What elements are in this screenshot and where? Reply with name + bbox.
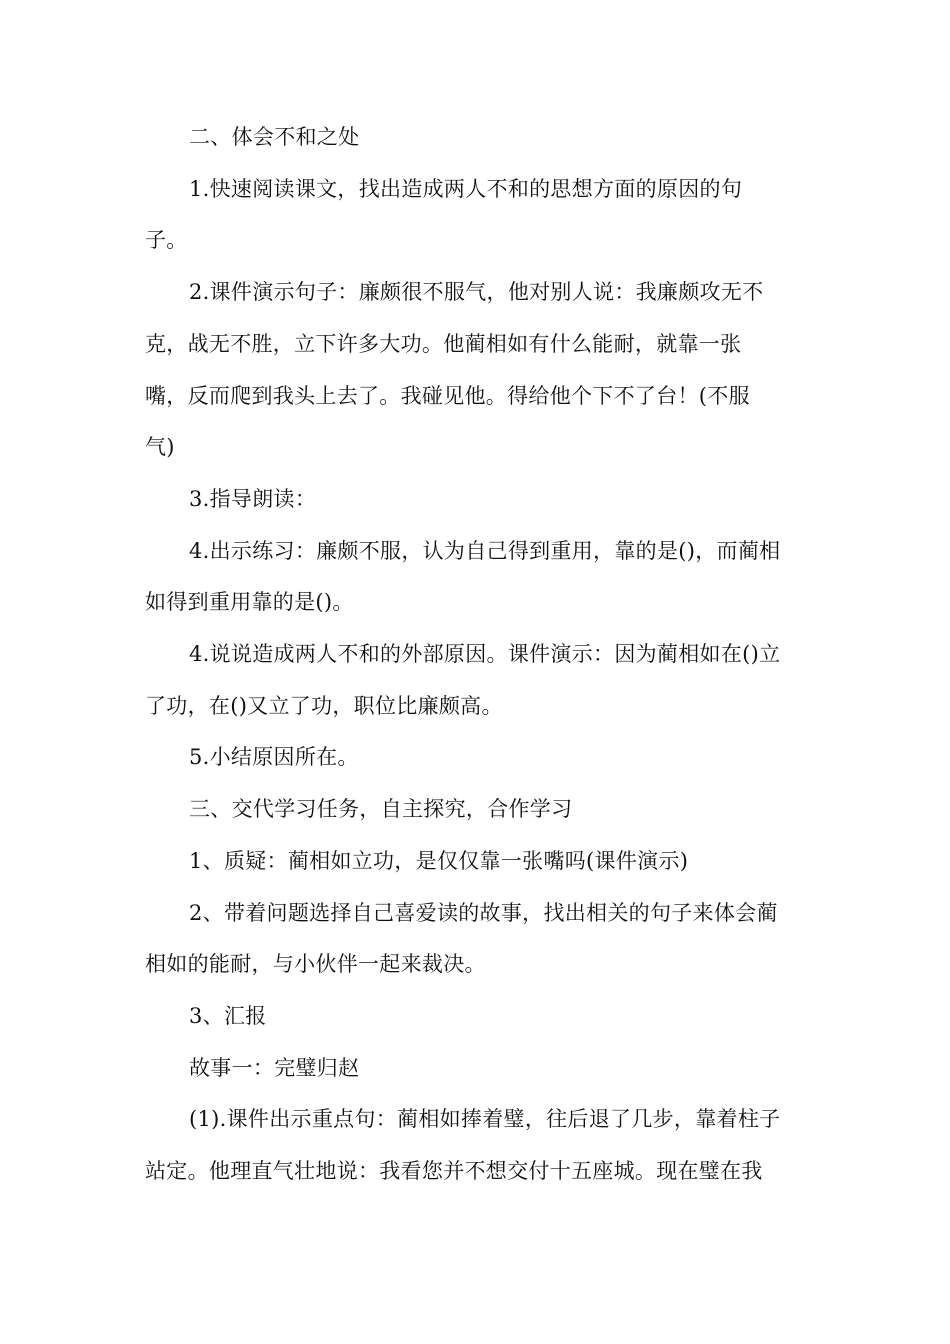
text-line: 1、质疑：蔺相如立功，是仅仅靠一张嘴吗(课件演示) — [189, 848, 689, 873]
text-line: 嘴，反而爬到我头上去了。我碰见他。得给他个下不了台！(不服 — [145, 383, 750, 408]
text-line: 了功，在()又立了功，职位比廉颇高。 — [145, 693, 503, 718]
text-line: 克，战无不胜，立下许多大功。他蔺相如有什么能耐，就靠一张 — [145, 331, 742, 356]
text-line: (1).课件出示重点句：蔺相如捧着璧，往后退了几步，靠着柱子 — [189, 1107, 781, 1132]
text-line: 子。 — [145, 228, 188, 253]
text-line: 3、汇报 — [189, 1003, 267, 1028]
text-line: 故事一：完璧归赵 — [189, 1055, 360, 1080]
text-line: 3.指导朗读： — [189, 486, 317, 511]
text-line: 如得到重用靠的是()。 — [145, 590, 354, 615]
text-line: 4.出示练习：廉颇不服，认为自己得到重用，靠的是()，而蔺相 — [189, 538, 781, 563]
text-line: 二、体会不和之处 — [189, 125, 360, 149]
text-line: 相如的能耐，与小伙伴一起来裁决。 — [145, 952, 486, 977]
text-line: 5.小结原因所在。 — [189, 745, 359, 770]
text-line: 4.说说造成两人不和的外部原因。课件演示：因为蔺相如在()立 — [189, 642, 781, 667]
text-line: 三、交代学习任务，自主探究，合作学习 — [189, 797, 573, 822]
text-line: 2、带着问题选择自己喜爱读的故事，找出相关的句子来体会蔺 — [189, 900, 778, 925]
text-line: 2.课件演示句子：廉颇很不服气，他对别人说：我廉颇攻无不 — [189, 280, 764, 305]
text-line: 站定。他理直气壮地说：我看您并不想交付十五座城。现在璧在我 — [145, 1159, 763, 1184]
text-line: 1.快速阅读课文，找出造成两人不和的思想方面的原因的句 — [189, 176, 743, 201]
text-line: 气) — [145, 435, 175, 460]
document-body — [145, 112, 805, 1198]
